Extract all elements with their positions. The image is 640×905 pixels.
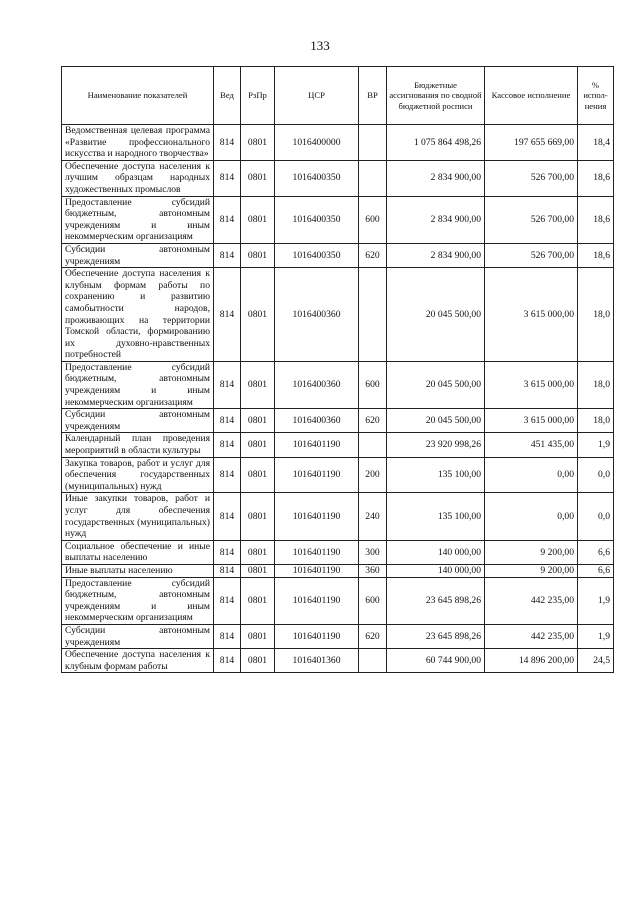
row-cash-cell: 14 896 200,00 [485,649,578,673]
row-cash-cell: 526 700,00 [485,196,578,243]
row-rzpr-cell: 0801 [241,624,275,648]
header-rzpr: РзПр [241,67,275,125]
row-vr-cell [359,160,387,196]
table-row [62,577,614,624]
row-csr-cell: 1016401190 [275,433,359,457]
row-csr-cell: 1016401190 [275,624,359,648]
row-budget-cell: 140 000,00 [387,564,485,577]
row-cash-cell: 3 615 000,00 [485,268,578,362]
row-csr-cell: 1016401190 [275,493,359,540]
row-name-cell: Календарный план проведения мероприятий в области культуры [62,433,214,457]
row-name-cell: Предоставление субсидий бюджетным, автономным учреждениям и иным некоммерческим организациям [62,361,214,408]
row-ved-cell: 814 [214,577,241,624]
row-budget-cell: 2 834 900,00 [387,196,485,243]
row-cash-cell: 451 435,00 [485,433,578,457]
row-ved-cell: 814 [214,493,241,540]
row-pct-cell: 18,6 [578,160,614,196]
row-rzpr-cell: 0801 [241,433,275,457]
row-rzpr-cell: 0801 [241,196,275,243]
row-ved-cell: 814 [214,624,241,648]
row-cash-cell: 3 615 000,00 [485,409,578,433]
row-csr-cell: 1016400000 [275,125,359,161]
table-row [62,125,614,161]
row-rzpr-cell: 0801 [241,125,275,161]
row-name-cell: Обеспечение доступа населения к клубным формам работы [62,649,214,673]
row-cash-cell: 442 235,00 [485,624,578,648]
row-rzpr-cell: 0801 [241,243,275,267]
row-budget-cell: 20 045 500,00 [387,361,485,408]
row-name-cell: Субсидии автономным учреждениям [62,243,214,267]
row-ved-cell: 814 [214,540,241,564]
row-csr-cell: 1016401190 [275,564,359,577]
row-vr-cell: 300 [359,540,387,564]
row-cash-cell: 442 235,00 [485,577,578,624]
row-csr-cell: 1016401190 [275,457,359,493]
row-pct-cell: 6,6 [578,540,614,564]
row-ved-cell: 814 [214,196,241,243]
row-ved-cell: 814 [214,160,241,196]
row-vr-cell: 620 [359,624,387,648]
row-ved-cell: 814 [214,457,241,493]
row-pct-cell: 6,6 [578,564,614,577]
row-vr-cell: 200 [359,457,387,493]
row-pct-cell: 18,4 [578,125,614,161]
row-pct-cell: 1,9 [578,577,614,624]
row-csr-cell: 1016400350 [275,160,359,196]
table-body [62,125,614,673]
row-cash-cell: 0,00 [485,493,578,540]
row-rzpr-cell: 0801 [241,493,275,540]
row-pct-cell: 18,6 [578,243,614,267]
header-csr: ЦСР [275,67,359,125]
table-row [62,564,614,577]
row-cash-cell: 9 200,00 [485,564,578,577]
row-budget-cell: 135 100,00 [387,493,485,540]
row-rzpr-cell: 0801 [241,160,275,196]
row-pct-cell: 18,0 [578,409,614,433]
row-name-cell: Субсидии автономным учреждениям [62,624,214,648]
table-row [62,649,614,673]
row-csr-cell: 1016401360 [275,649,359,673]
table-row [62,160,614,196]
row-vr-cell: 600 [359,361,387,408]
row-pct-cell: 18,0 [578,268,614,362]
row-csr-cell: 1016400350 [275,243,359,267]
row-name-cell: Ведомственная целевая программа «Развитие профессионального искусства и народного творчества» [62,125,214,161]
row-name-cell: Социальное обеспечение и иные выплаты населению [62,540,214,564]
row-pct-cell: 18,6 [578,196,614,243]
row-budget-cell: 23 920 998,26 [387,433,485,457]
row-cash-cell: 3 615 000,00 [485,361,578,408]
budget-execution-table [61,66,614,673]
row-ved-cell: 814 [214,564,241,577]
row-name-cell: Предоставление субсидий бюджетным, автономным учреждениям и иным некоммерческим организациям [62,577,214,624]
row-rzpr-cell: 0801 [241,268,275,362]
header-pct: % испол-нения [578,67,614,125]
row-rzpr-cell: 0801 [241,409,275,433]
table-row [62,433,614,457]
row-csr-cell: 1016401190 [275,540,359,564]
row-vr-cell: 620 [359,409,387,433]
table-header-row [62,67,614,125]
row-pct-cell: 24,5 [578,649,614,673]
row-name-cell: Иные выплаты населению [62,564,214,577]
row-ved-cell: 814 [214,409,241,433]
table-row [62,196,614,243]
row-name-cell: Обеспечение доступа населения к лучшим образцам народных художественных промыслов [62,160,214,196]
row-budget-cell: 2 834 900,00 [387,160,485,196]
row-cash-cell: 197 655 669,00 [485,125,578,161]
row-csr-cell: 1016400360 [275,268,359,362]
header-ved: Вед [214,67,241,125]
row-rzpr-cell: 0801 [241,564,275,577]
page-number: 133 [310,38,330,53]
table-row [62,361,614,408]
table-row [62,624,614,648]
row-vr-cell: 240 [359,493,387,540]
row-budget-cell: 135 100,00 [387,457,485,493]
header-vr: ВР [359,67,387,125]
row-pct-cell: 1,9 [578,624,614,648]
row-budget-cell: 1 075 864 498,26 [387,125,485,161]
row-ved-cell: 814 [214,243,241,267]
row-vr-cell [359,649,387,673]
row-pct-cell: 18,0 [578,361,614,408]
table-row [62,409,614,433]
row-budget-cell: 60 744 900,00 [387,649,485,673]
row-csr-cell: 1016400360 [275,361,359,408]
row-cash-cell: 526 700,00 [485,160,578,196]
row-vr-cell [359,433,387,457]
row-vr-cell: 600 [359,196,387,243]
table-row [62,243,614,267]
row-budget-cell: 2 834 900,00 [387,243,485,267]
row-csr-cell: 1016400360 [275,409,359,433]
row-pct-cell: 0,0 [578,493,614,540]
header-budget: Бюджетные ассигнования по сводной бюджетной росписи [387,67,485,125]
row-pct-cell: 0,0 [578,457,614,493]
row-name-cell: Субсидии автономным учреждениям [62,409,214,433]
row-budget-cell: 23 645 898,26 [387,624,485,648]
row-ved-cell: 814 [214,649,241,673]
table-row [62,268,614,362]
row-rzpr-cell: 0801 [241,361,275,408]
row-budget-cell: 23 645 898,26 [387,577,485,624]
row-rzpr-cell: 0801 [241,457,275,493]
row-rzpr-cell: 0801 [241,540,275,564]
row-rzpr-cell: 0801 [241,649,275,673]
table-row [62,540,614,564]
row-vr-cell [359,268,387,362]
row-vr-cell: 360 [359,564,387,577]
row-budget-cell: 140 000,00 [387,540,485,564]
row-pct-cell: 1,9 [578,433,614,457]
row-vr-cell: 600 [359,577,387,624]
row-ved-cell: 814 [214,433,241,457]
row-cash-cell: 9 200,00 [485,540,578,564]
row-budget-cell: 20 045 500,00 [387,409,485,433]
row-rzpr-cell: 0801 [241,577,275,624]
header-name: Наименование показателей [62,67,214,125]
row-vr-cell [359,125,387,161]
table-row [62,493,614,540]
row-name-cell: Иные закупки товаров, работ и услуг для обеспечения государственных (муниципальных) нужд [62,493,214,540]
row-name-cell: Обеспечение доступа населения к клубным формам работы по сохранению и развитию самобытности народов, проживающих на территории Томской области, формированию их духовно-нравственных потребностей [62,268,214,362]
row-csr-cell: 1016401190 [275,577,359,624]
row-ved-cell: 814 [214,125,241,161]
row-ved-cell: 814 [214,361,241,408]
row-name-cell: Предоставление субсидий бюджетным, автономным учреждениям и иным некоммерческим организациям [62,196,214,243]
row-name-cell: Закупка товаров, работ и услуг для обеспечения государственных (муниципальных) нужд [62,457,214,493]
row-cash-cell: 526 700,00 [485,243,578,267]
row-budget-cell: 20 045 500,00 [387,268,485,362]
row-csr-cell: 1016400350 [275,196,359,243]
table-row [62,457,614,493]
row-vr-cell: 620 [359,243,387,267]
row-cash-cell: 0,00 [485,457,578,493]
header-cash: Кассовое исполнение [485,67,578,125]
row-ved-cell: 814 [214,268,241,362]
